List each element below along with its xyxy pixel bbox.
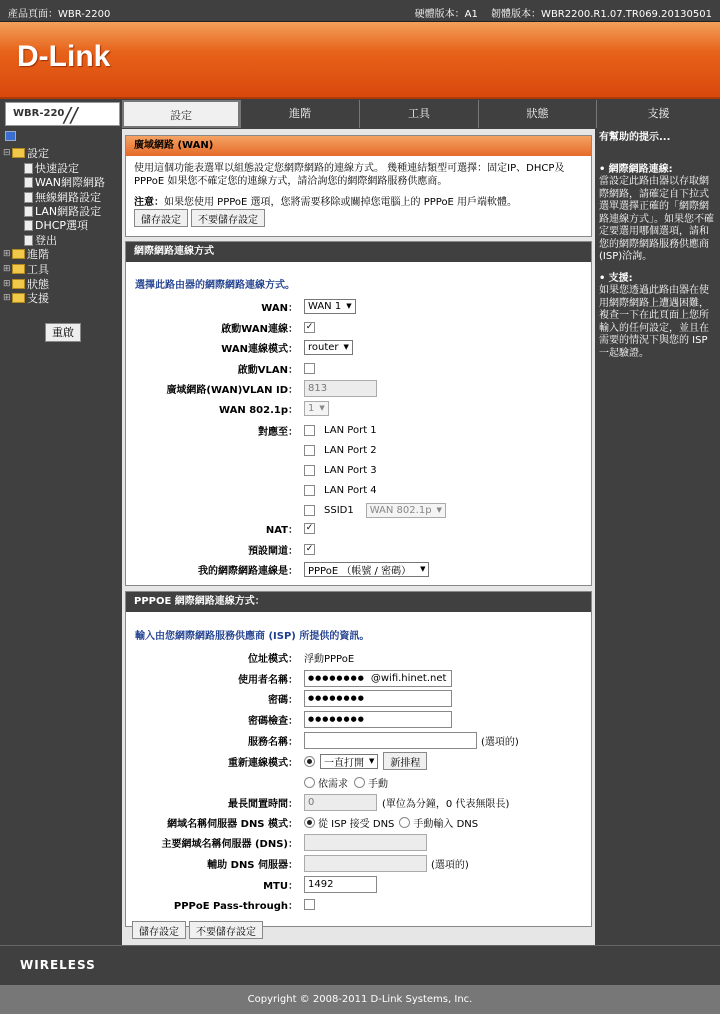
default-gateway-row [126, 540, 593, 558]
hint-bullet: • [599, 272, 606, 284]
brand-banner [0, 22, 720, 99]
page-icon [24, 192, 33, 203]
ssid1-checkbox[interactable] [304, 505, 315, 516]
password-row [126, 689, 593, 707]
hint2-text: 如果您透過此路由器在使用網際網路上遭遇困難，複查一下在此頁面上您所輸入的任何設定，並且在需要的情況下與您的 ISP 一起驗證。 [599, 285, 709, 359]
pppoe-passthrough-label: PPPoE Pass-through： [173, 901, 298, 912]
folder-icon [12, 249, 25, 259]
sidebar-item-support[interactable] [3, 290, 49, 306]
nat-label: NAT： [265, 525, 298, 536]
lan-port-1-label: LAN Port 1 [324, 424, 377, 436]
expand-icon: ⊞ [3, 279, 11, 289]
note-text: 如果您使用 PPPoE 選項，您將需要移除或關掉您電腦上的 PPPoE 用戶端軟體。 [164, 197, 518, 208]
model-badge [5, 102, 120, 126]
vlan-id-input[interactable]: 813 [304, 380, 377, 397]
address-mode-row [126, 648, 593, 666]
username-input[interactable] [304, 670, 452, 687]
model-slashes: // [64, 103, 78, 127]
primary-dns-label: 主要網域名稱伺服器 (DNS)： [161, 839, 298, 850]
map-label: 對應至： [258, 427, 298, 438]
sidebar-item-label: 支援 [27, 292, 49, 305]
wan-row [126, 297, 593, 315]
enable-vlan-row [126, 359, 593, 377]
bottom-button-group [132, 921, 263, 939]
hints-title: 有幫助的提示... [599, 132, 671, 143]
sidebar-item-setup[interactable] [3, 145, 49, 161]
ssid1-8021p-select[interactable] [366, 503, 446, 518]
wan-box-title: 廣域網路 (WAN) [126, 136, 591, 156]
wan-8021p-label: WAN 802.1p： [219, 405, 298, 416]
wan-mode-value: router [308, 341, 339, 353]
wan-8021p-row [126, 399, 593, 417]
mtu-row [126, 875, 593, 893]
lan-port-2-row [126, 441, 593, 459]
dont-save-button[interactable]: 不要儲存設定 [191, 209, 265, 227]
service-name-row [126, 731, 593, 749]
lan-port-2-label: LAN Port 2 [324, 444, 377, 456]
enable-wan-row [126, 318, 593, 336]
vlan-id-row [126, 379, 593, 397]
dlink-logo: D-Link [17, 40, 111, 73]
password-input[interactable]: ●●●●●●●● [304, 690, 452, 707]
nat-row [126, 519, 593, 537]
dns2-optional-note: (選項的) [431, 859, 469, 871]
wan-select[interactable] [304, 299, 356, 314]
idle-time-label: 最長閒置時間： [228, 799, 298, 810]
sidebar-item-label: DHCP選項 [35, 219, 89, 232]
sidebar-item-label: 無線網路設定 [35, 191, 101, 204]
chevron-down-icon: ▼ [420, 565, 426, 573]
lan-port-3-label: LAN Port 3 [324, 464, 377, 476]
sidebar-item-label: 工具 [27, 263, 49, 276]
enable-vlan-checkbox[interactable] [304, 363, 315, 374]
chevron-down-icon: ▼ [369, 757, 375, 765]
ssid1-row [126, 501, 593, 519]
page-icon [24, 235, 33, 246]
default-gateway-label: 預設閘道： [248, 546, 298, 557]
sidebar-nav [0, 129, 122, 945]
sidebar-item-label: 登出 [35, 234, 57, 247]
reconnect-mode-row [126, 752, 593, 772]
nat-checkbox[interactable]: ✓ [305, 522, 314, 533]
lan-port-4-row [126, 481, 593, 499]
sidebar-item-label: WAN網際網路 [35, 176, 106, 189]
wan-8021p-select[interactable] [304, 401, 329, 416]
page-icon [24, 206, 33, 217]
main-content [122, 129, 595, 945]
footer-bar [0, 945, 720, 985]
product-page-label: 產品頁面：WBR-2200 [8, 9, 111, 20]
folder-icon [12, 279, 25, 289]
dns-from-isp-radio[interactable] [304, 817, 315, 828]
hint-internet-connection [599, 164, 716, 264]
chevron-down-icon: ▼ [319, 404, 325, 412]
lan-port-3-row [126, 461, 593, 479]
connection-box-title: 網際網路連線方式 [126, 242, 591, 262]
hint2-title: 支援: [608, 272, 633, 284]
dns-manual-radio[interactable] [399, 817, 410, 828]
default-gateway-checkbox[interactable]: ✓ [305, 543, 314, 554]
secondary-dns-row [126, 854, 593, 872]
username-row [126, 669, 593, 687]
chevron-down-icon: ▼ [346, 302, 352, 310]
pppoe-box [125, 591, 592, 927]
verify-password-row [126, 710, 593, 728]
ssid1-label: SSID1 [324, 504, 354, 516]
wan-intro-box [125, 135, 592, 237]
service-optional-note: (選項的) [481, 736, 519, 748]
enable-vlan-label: 啟動VLAN： [237, 365, 298, 376]
lan-port-4-label: LAN Port 4 [324, 484, 377, 496]
collapse-icon: ⊟ [3, 148, 11, 158]
save-settings-button[interactable]: 儲存設定 [134, 209, 188, 227]
hint1-text: 當設定此路由器以存取網際網路，請確定自下拉式選單選擇正確的「網際網路連線方式」。如果您不確定要選用哪個選項，請和您的網際網路服務供應商(ISP)洽詢。 [599, 176, 714, 262]
page-icon [24, 220, 33, 231]
folder-icon [12, 148, 25, 158]
helpful-hints-panel [595, 129, 720, 945]
lan-port-3-checkbox[interactable] [304, 465, 315, 476]
reboot-button[interactable]: 重啟 [45, 323, 81, 342]
tab-support[interactable]: 支援 [596, 100, 720, 128]
enable-wan-checkbox[interactable]: ✓ [305, 321, 314, 332]
sidebar-item-label: 進階 [27, 248, 49, 261]
mtu-input[interactable]: 1492 [304, 876, 377, 893]
pppoe-note [134, 193, 584, 208]
dns-from-isp-label: 從 ISP 接受 DNS [318, 818, 395, 830]
sidebar-item-tools[interactable] [3, 261, 49, 277]
lan-port-1-checkbox[interactable] [304, 425, 315, 436]
service-name-input[interactable] [304, 732, 477, 749]
tab-status[interactable]: 狀態 [478, 100, 596, 128]
chevron-down-icon: ▼ [343, 343, 349, 351]
wan-label: WAN： [261, 303, 298, 314]
dns-manual-label: 手動輸入 DNS [413, 818, 479, 830]
wan-description: 使用這個功能表選單以組態設定您網際網路的連線方式。 幾種連結類型可選擇：固定IP、DHCP及PPPoE 如果您不確定您的連線方式，請洽詢您的網際網路服務供應商。 [134, 163, 565, 187]
hint1-title: 網際網路連線: [608, 163, 673, 175]
service-name-label: 服務名稱： [248, 737, 298, 748]
reconnect-options-row [126, 773, 593, 791]
verify-password-input[interactable]: ●●●●●●●● [304, 711, 452, 728]
on-demand-radio[interactable] [304, 777, 315, 788]
connection-type-box [125, 241, 592, 586]
page-icon [24, 163, 33, 174]
tab-tools[interactable]: 工具 [359, 100, 478, 128]
save-settings-button-bottom[interactable]: 儲存設定 [132, 921, 186, 939]
sidebar-item-label: 狀態 [27, 278, 49, 291]
always-on-radio[interactable] [304, 756, 315, 767]
on-demand-label: 依需求 [318, 778, 348, 790]
sidebar-item-label: LAN網路設定 [35, 205, 102, 218]
primary-dns-input[interactable] [304, 834, 427, 851]
password-label: 密碼： [268, 695, 298, 706]
reconnect-mode-label: 重新連線模式： [228, 758, 298, 769]
dns-mode-label: 網域名稱伺服器 DNS 模式： [167, 819, 298, 830]
connection-type-label: 我的網際網路連線是： [198, 566, 298, 577]
expand-icon: ⊞ [3, 264, 11, 274]
secondary-dns-input[interactable] [304, 855, 427, 872]
sidebar-item-label: 快速設定 [35, 162, 79, 175]
wan-8021p-value: 1 [308, 402, 315, 414]
always-on-value: 一直打開 [324, 757, 364, 769]
top-info-bar [0, 0, 720, 22]
idle-time-note: (單位為分鐘，0 代表無限長) [382, 798, 510, 810]
chevron-down-icon: ▼ [436, 506, 442, 514]
verify-password-label: 密碼檢查： [248, 716, 298, 727]
map-row [126, 421, 593, 439]
lan-port-2-checkbox[interactable] [304, 445, 315, 456]
sidebar-item-dhcp[interactable] [24, 217, 88, 233]
username-domain: @wifi.hinet.net [370, 672, 447, 684]
vlan-id-label: 廣域網路(WAN)VLAN ID： [166, 385, 298, 396]
manual-radio[interactable] [354, 777, 365, 788]
hint-support [599, 273, 716, 361]
expand-icon: ⊞ [3, 249, 11, 259]
lan-port-4-checkbox[interactable] [304, 485, 315, 496]
version-label: 硬體版本：A1 韌體版本：WBR2200.R1.07.TR069.20130501 [414, 9, 712, 20]
pppoe-box-title: PPPOE 網際網路連線方式： [126, 592, 591, 612]
manual-label: 手動 [368, 778, 388, 790]
expand-icon: ⊞ [3, 293, 11, 303]
dns-mode-row [126, 813, 593, 831]
primary-dns-row [126, 833, 593, 851]
pppoe-passthrough-row [126, 895, 593, 913]
sidebar-item-label: 設定 [27, 147, 49, 160]
connection-type-value: PPPoE （帳號 / 密碼） [308, 565, 412, 577]
wan-mode-select[interactable] [304, 340, 353, 355]
idle-time-input[interactable]: 0 [304, 794, 377, 811]
folder-icon [12, 293, 25, 303]
pppoe-subtitle: 輸入由您網際網路服務供應商 (ISP) 所提供的資訊。 [135, 631, 370, 642]
always-on-select[interactable] [320, 754, 378, 769]
tree-root-icon [5, 131, 16, 141]
connection-type-select[interactable] [304, 562, 429, 577]
idle-time-row [126, 793, 593, 811]
sidebar-item-wan[interactable] [24, 174, 105, 190]
connection-type-row [126, 560, 593, 578]
username-label: 使用者名稱： [238, 675, 298, 686]
wan-mode-row [126, 338, 593, 356]
note-label: 注意： [134, 197, 164, 208]
wireless-logo: WIRELESS [20, 958, 96, 972]
pppoe-passthrough-checkbox[interactable] [304, 899, 315, 910]
username-mask: ●●●●●●●● [308, 674, 365, 682]
copyright-bar: Copyright © 2008-2011 D-Link Systems, Inc. [0, 985, 720, 1014]
ssid1-8021p-value: WAN 802.1p [369, 504, 432, 516]
address-mode-label: 位址模式： [248, 654, 298, 665]
secondary-dns-label: 輔助 DNS 伺服器： [207, 860, 298, 871]
tab-bar [0, 99, 720, 129]
tab-setup[interactable]: 設定 [122, 100, 240, 128]
wan-select-value: WAN 1 [308, 300, 342, 312]
folder-icon [12, 264, 25, 274]
hint-bullet: • [599, 163, 606, 175]
new-schedule-button[interactable]: 新排程 [383, 752, 427, 770]
top-button-group [134, 209, 265, 227]
page-icon [24, 177, 33, 188]
connection-subtitle: 選擇此路由器的網際網路連線方式。 [135, 280, 295, 291]
model-name: WBR-220 [13, 108, 65, 119]
tab-advanced[interactable]: 進階 [240, 100, 359, 128]
sidebar-item-advanced[interactable] [3, 246, 49, 262]
enable-wan-label: 啟動WAN連線： [221, 324, 298, 335]
address-mode-value: 浮動PPPoE [304, 653, 355, 665]
dont-save-button-bottom[interactable]: 不要儲存設定 [189, 921, 263, 939]
mtu-label: MTU： [263, 881, 298, 892]
wan-mode-label: WAN連線模式： [221, 344, 298, 355]
